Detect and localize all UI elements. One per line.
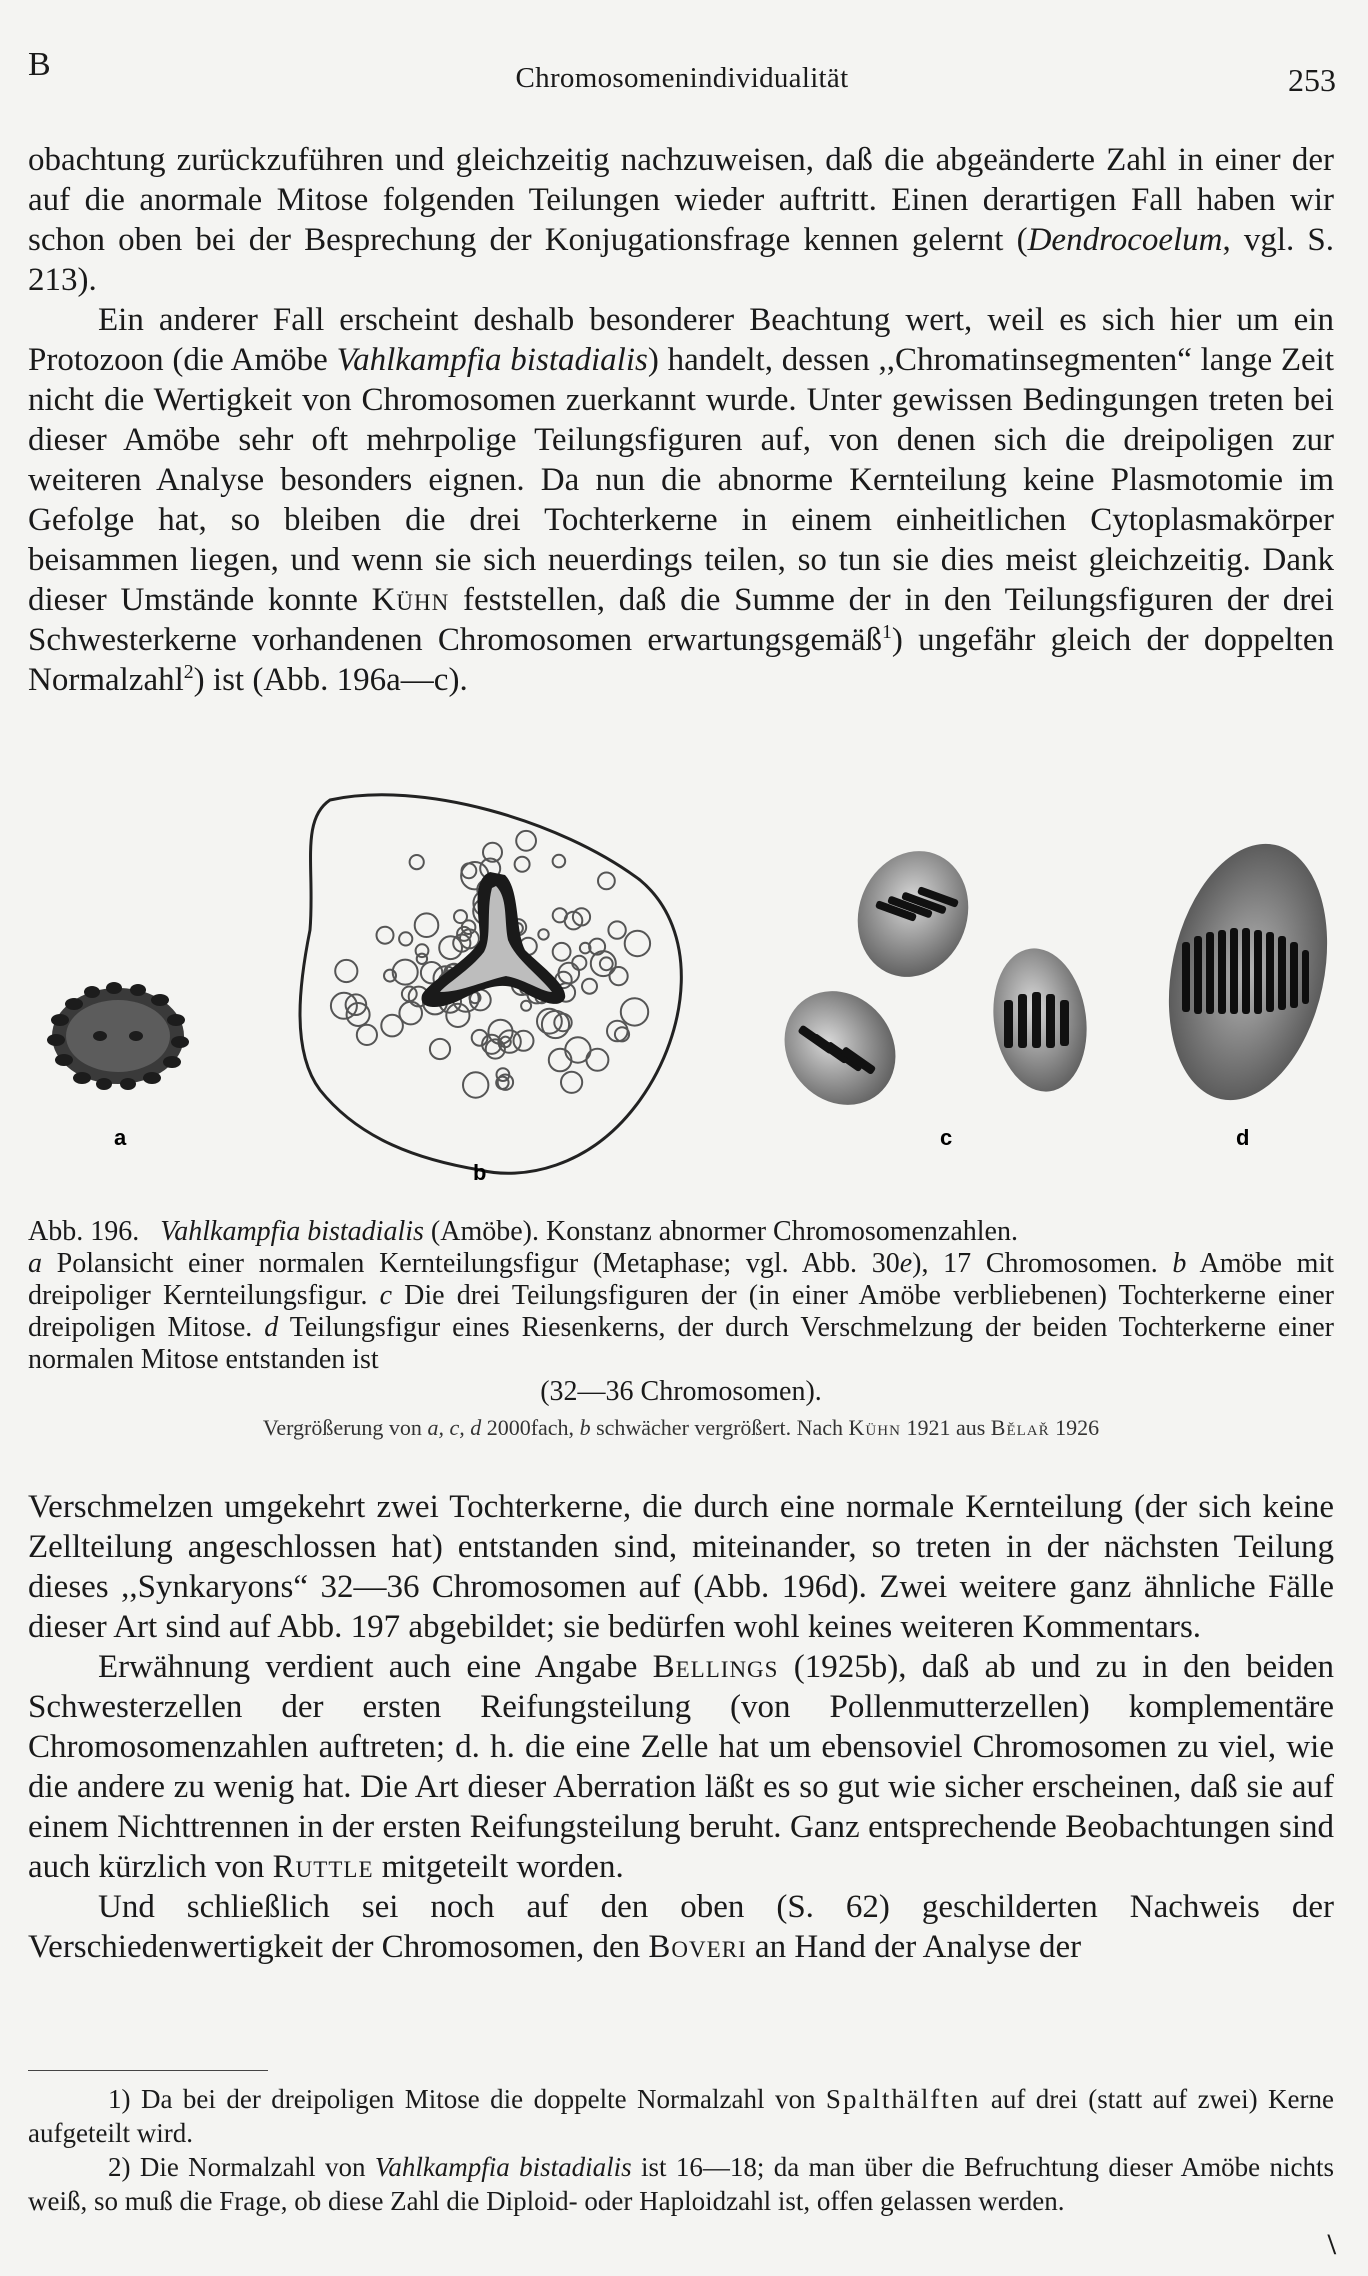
paragraph: obachtung zurückzuführen und gleichzeitig nachzuweisen, daß die abgeänderte Zahl in einer der auf die anormale Mitose folgenden Teilungen wieder auftritt. Einen derartigen Fall haben wir schon oben bei der Besprechung der Konjugationsfrage kennen gelernt (Dendrocoelum, vgl. S. 213). (28, 142, 1334, 298)
vacuole (582, 979, 597, 994)
footnote-1: 1) Da bei der dreipoligen Mitose die doppelte Normalzahl von Spalthälften auf drei (statt auf zwei) Kerne aufgeteilt wird. (28, 2084, 1334, 2148)
signature-letter: B (28, 46, 51, 83)
panel-label-b: b (473, 1160, 487, 1185)
body-text-bottom (28, 1487, 1334, 1967)
vacuole (335, 960, 357, 982)
running-title: Chromosomenindividualität (515, 62, 849, 94)
page-number: 253 (1288, 62, 1336, 98)
vacuole (446, 1004, 469, 1027)
panel-label-a: a (114, 1125, 127, 1150)
footnote-ref: 1 (881, 621, 892, 643)
panel-c-daughter-nuclei (762, 835, 1096, 1127)
vacuole (515, 857, 530, 872)
vacuole (549, 1049, 572, 1072)
vacuole (357, 1025, 377, 1045)
vacuole (331, 993, 357, 1019)
caption-title: Abb. 196. Vahlkampfia bistadialis (Amöbe). Konstanz abnormer Chromosomenzahlen. (28, 1216, 1018, 1247)
paragraph: Erwähnung verdient auch eine Angabe Bellings (1925b), daß ab und zu in den beiden Schwesterzellen der ersten Reifungsteilung (von Pollenmutterzellen) komplementäre Chromosomenzahlen auftreten; d. h. die eine Zelle hat um ebensoviel Chromosomen zu viel, wie die andere zu wenig hat. Die Art dieser Aberration läßt es so gut wie sicher erscheinen, daß sie auf einem Nichttrennen in der ersten Reifungsteilung beruht. Ganz entsprechende Beobachtungen sind auch kürzlich von Ruttle mitgeteilt worden. (28, 1649, 1335, 1885)
footnote-ref: 2 (183, 661, 194, 683)
vacuole (399, 1002, 422, 1025)
vacuole (377, 927, 394, 944)
figure-caption (28, 1216, 1334, 1444)
vacuole (608, 921, 625, 938)
vacuole (463, 1072, 488, 1097)
author-name: Ruttle (272, 1849, 374, 1885)
vacuole (553, 855, 566, 868)
footnote-2: 2) Die Normalzahl von Vahlkampfia bistadialis ist 16—18; da man über die Befruchtung dieser Amöbe nichts weiß, so muß die Frage, ob diese Zahl die Diploid- oder Haploidzahl ist, offen gelassen werden. (28, 2152, 1334, 2216)
footnotes (28, 2082, 1334, 2218)
caption-body: a Polansicht einer normalen Kernteilungsfigur (Metaphase; vgl. Abb. 30e), 17 Chromosomen. b Amöbe mit dreipoliger Kernteilungsfigur. c Die drei Teilungsfiguren der (in einer Amöbe verbliebenen) Tochterkerne einer dreipoligen Mitose. d Teilungsfigur eines Riesenkerns, der durch Verschmelzung der beiden Tochterkerne einer normalen Mitose entstanden ist (28, 1248, 1335, 1375)
body-text-top (28, 140, 1334, 700)
vacuole (439, 936, 462, 959)
caption-credit: Vergrößerung von a, c, d 2000fach, b schwächer vergrößert. Nach Kühn 1921 aus Bělař 1926 (262, 1415, 1100, 1440)
vacuole (625, 931, 650, 956)
author-name: Bellings (652, 1649, 779, 1685)
vacuole (521, 1001, 531, 1011)
vacuole (565, 1037, 590, 1062)
panel-label-c: c (940, 1125, 953, 1150)
panel-b-amoeba (300, 795, 681, 1173)
author-name: Kühn (371, 582, 450, 618)
vacuole (399, 932, 412, 945)
vacuole (553, 943, 571, 961)
vacuole (417, 954, 427, 964)
vacuole (410, 855, 424, 869)
vacuole (538, 929, 548, 939)
paragraph: Ein anderer Fall erscheint deshalb besonderer Beachtung wert, weil es sich hier um ein Protozoon (die Amöbe Vahlkampfia bistadialis) handelt, dessen ,,Chromatinsegmenten“ lange Zeit nicht die Wertigkeit von Chromosomen zuerkannt wurde. Unter gewissen Bedingungen treten bei dieser Amöbe sehr oft mehrpolige Teilungsfiguren auf, von denen sich die dreipoligen zur weiteren Analyse besonders eignen. Da nun die abnorme Kernteilung keine Plasmotomie im Gefolge hat, so bleiben die drei Tochterkerne in einem einheitlichen Cytoplasmakörper beisammen liegen, und wenn sie sich neuerdings teilen, so tun sie dies meist gleichzeitig. Dank dieser Umstände konnte Kühn feststellen, daß die Summe der in den Teilungsfiguren der drei Schwesterkerne vorhandenen Chromosomen erwartungsgemäß$^1$) ungefähr gleich der doppelten Normalzahl$^2$) ist (Abb. 196a—c). (28, 302, 1335, 698)
paragraph: Und schließlich sei noch auf den oben (S. 62) geschilderten Nachweis der Verschiedenwertigkeit der Chromosomen, den Boveri an Hand der Analyse der (28, 1889, 1334, 1965)
panel-label-d: d (1236, 1125, 1250, 1150)
vacuole (393, 960, 418, 985)
vacuole (561, 1072, 582, 1093)
author-name: Boveri (648, 1929, 747, 1965)
corner-mark: \ (1327, 2228, 1336, 2261)
page-header (28, 46, 1336, 96)
panel-a-polar-view (47, 982, 189, 1090)
vacuole (462, 863, 477, 878)
figure-illustration (0, 780, 1368, 1200)
vacuole (516, 831, 536, 851)
species-name: Dendrocoelum (1027, 222, 1223, 258)
species-name: Vahlkampfia bistadialis (336, 342, 648, 378)
vacuole (600, 957, 613, 970)
vacuole (610, 967, 628, 985)
figure-196 (0, 780, 1368, 1200)
vacuole (572, 956, 586, 970)
paragraph: Verschmelzen umgekehrt zwei Tochterkerne, die durch eine normale Kernteilung (der sich keine Zellteilung angeschlossen hat) entstanden sind, miteinander, so treten in der nächsten Teilung dieses ,,Synkaryons“ 32—36 Chromosomen auf (Abb. 196d). Zwei weitere ganz ähnliche Fälle dieser Art sind auf Abb. 197 abgebildet; sie bedürfen wohl keines weiteren Kommentars. (28, 1489, 1334, 1645)
panel-d-giant-nucleus (1147, 829, 1350, 1115)
footnote-divider (28, 2070, 268, 2071)
vacuole (621, 998, 648, 1025)
caption-count: (32—36 Chromosomen). (540, 1376, 822, 1407)
vacuole (598, 873, 615, 890)
vacuole (430, 1039, 450, 1059)
vacuole (415, 913, 439, 937)
